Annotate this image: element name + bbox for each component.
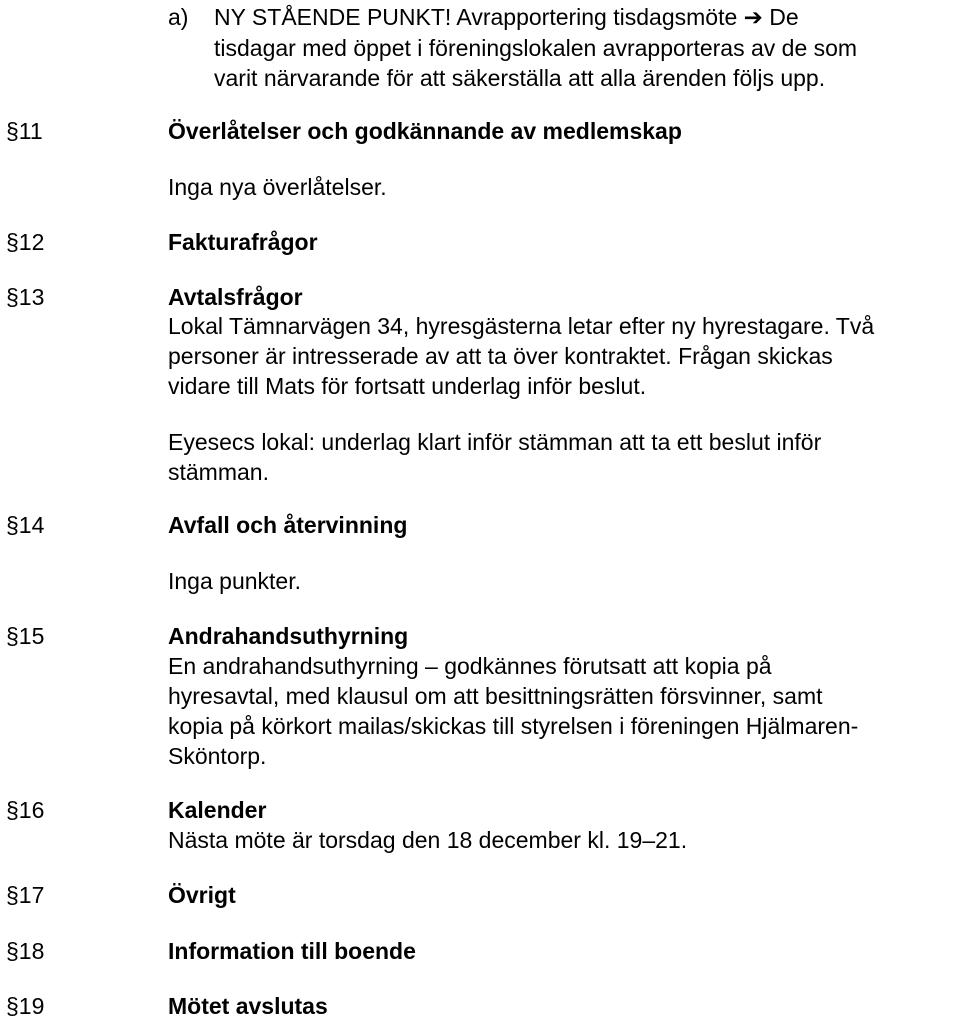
section-14-text: Inga punkter. — [168, 568, 301, 594]
item-a-line-1: NY STÅENDE PUNKT! Avrapportering tisdagsmöte ➔ De — [214, 4, 799, 31]
item-a-text — [214, 2, 954, 93]
item-a-line-3: varit närvarande för att säkerställa att alla ärenden följs upp. — [214, 65, 826, 91]
section-13-paragraph-2: Eyesecs lokal: underlag klart inför stämman att ta ett beslut inför stämman. — [168, 429, 822, 485]
section-12-title: Fakturafrågor — [168, 229, 318, 255]
section-16-title: Kalender — [168, 797, 267, 823]
section-13-paragraph-1: Lokal Tämnarvägen 34, hyresgästerna letar efter ny hyrestagare. Två personer är intresserade av att ta över kontraktet. Frågan skickas vidare till Mats för fortsatt underlag inför beslut. — [168, 313, 875, 399]
section-19-number: §19 — [6, 993, 45, 1019]
section-11-text: Inga nya överlåtelser. — [168, 174, 387, 200]
section-13-title: Avtalsfrågor — [168, 284, 303, 310]
section-14-number: §14 — [6, 512, 45, 538]
section-13-number: §13 — [6, 284, 45, 310]
section-16-number: §16 — [6, 797, 45, 823]
section-16-text: Nästa möte är torsdag den 18 december kl. 19–21. — [168, 827, 688, 853]
section-18-number: §18 — [6, 938, 45, 964]
section-11-number: §11 — [6, 118, 43, 144]
arrow-right-icon: ➔ — [743, 5, 763, 31]
section-17-title: Övrigt — [168, 882, 236, 908]
section-18-title: Information till boende — [168, 938, 416, 964]
item-a-line-2: tisdagar med öppet i föreningslokalen avrapporteras av de som — [214, 35, 858, 61]
section-15-title: Andrahandsuthyrning — [168, 623, 409, 649]
item-a-letter: a) — [168, 4, 189, 30]
section-12-number: §12 — [6, 229, 45, 255]
section-11-title: Överlåtelser och godkännande av medlemskap — [168, 118, 682, 144]
section-17-number: §17 — [6, 882, 45, 908]
section-14-title: Avfall och återvinning — [168, 512, 408, 538]
section-15-paragraph: En andrahandsuthyrning – godkännes förutsatt att kopia på hyresavtal, med klausul om att besittningsrätten försvinner, samt kopia på körkort mailas/skickas till styrelsen i föreningen Hjälmaren- Sköntorp. — [168, 653, 859, 769]
section-15-number: §15 — [6, 623, 45, 649]
section-19-title: Mötet avslutas — [168, 993, 328, 1019]
